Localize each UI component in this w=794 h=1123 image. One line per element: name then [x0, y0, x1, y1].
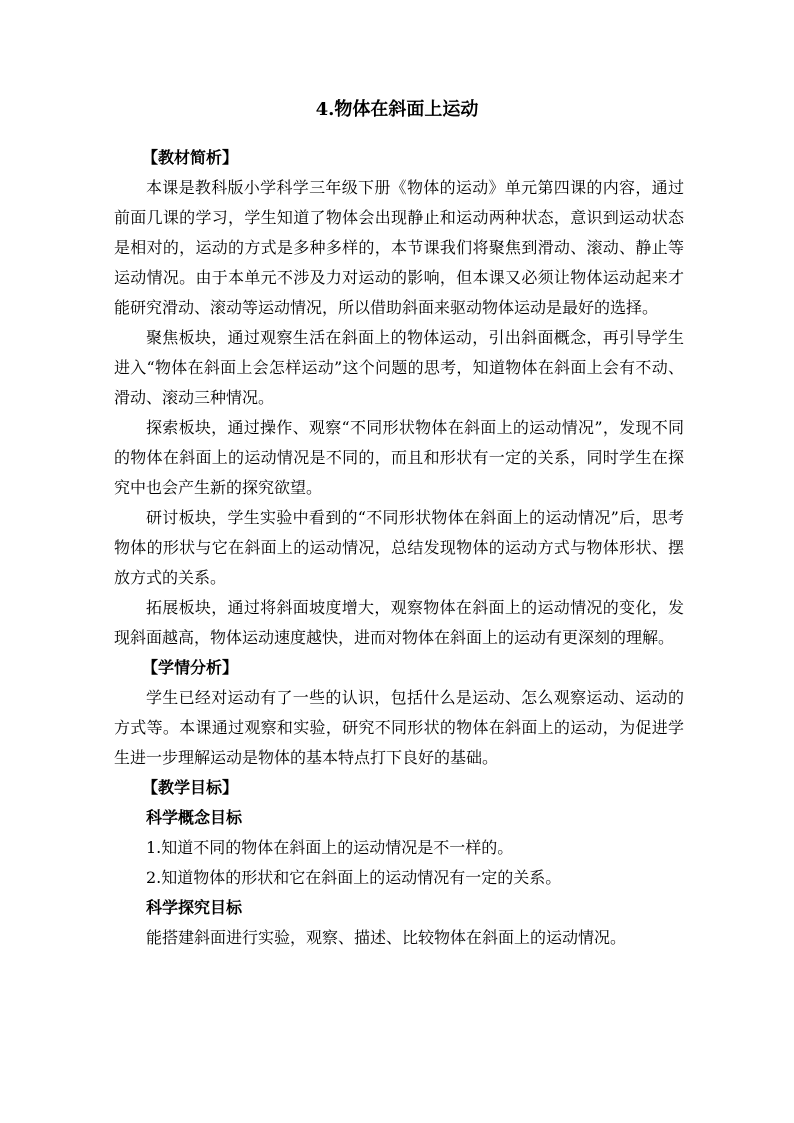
subheading-science-inquiry-goals: 科学探究目标: [146, 898, 243, 917]
paragraph-focus-module: 聚焦板块，通过观察生活在斜面上的物体运动，引出斜面概念，再引导学生进入“物体在斜面上会怎样运动”这个问题的思考，知道物体在斜面上会有不动、滑动、滚动三种情况。: [114, 328, 684, 407]
concept-goal-item: 1.知道不同的物体在斜面上的运动情况是不一样的。: [146, 838, 514, 857]
section-heading-learner-analysis: 【学情分析】: [142, 658, 239, 677]
page-title: 4.物体在斜面上运动: [315, 99, 479, 120]
paragraph-learner-analysis: 学生已经对运动有了一些的认识，包括什么是运动、怎么观察运动、运动的方式等。本课通过观察和实验，研究不同形状的物体在斜面上的运动，为促进学生进一步理解运动是物体的基本特点打下良好的基础。: [114, 688, 684, 767]
subheading-science-concept-goals: 科学概念目标: [146, 808, 243, 827]
paragraph-textbook-overview: 本课是教科版小学科学三年级下册《物体的运动》单元第四课的内容，通过前面几课的学习，学生知道了物体会出现静止和运动两种状态，意识到运动状态是相对的，运动的方式是多种多样的，本节课我们将聚焦到滑动、滚动、静止等运动情况。由于本单元不涉及力对运动的影响，但本课又必须让物体运动起来才能研究滑动、滚动等运动情况，所以借助斜面来驱动物体运动是最好的选择。: [114, 178, 684, 317]
paragraph-inquiry-goal: 能搭建斜面进行实验，观察、描述、比较物体在斜面上的运动情况。: [146, 928, 627, 947]
paragraph-explore-module: 探索板块，通过操作、观察“不同形状物体在斜面上的运动情况”，发现不同的物体在斜面上的运动情况是不同的，而且和形状有一定的关系，同时学生在探究中也会产生新的探究欲望。: [114, 418, 684, 497]
document-body: [114, 143, 684, 953]
section-heading-teaching-goals: 【教学目标】: [142, 778, 239, 797]
section-heading-textbook-analysis: 【教材简析】: [142, 148, 239, 167]
paragraph-extend-module: 拓展板块，通过将斜面坡度增大，观察物体在斜面上的运动情况的变化，发现斜面越高，物体运动速度越快，进而对物体在斜面上的运动有更深刻的理解。: [114, 598, 684, 647]
paragraph-discuss-module: 研讨板块，学生实验中看到的“不同形状物体在斜面上的运动情况”后，思考物体的形状与它在斜面上的运动情况，总结发现物体的运动方式与物体形状、摆放方式的关系。: [114, 508, 684, 587]
concept-goal-item: 2.知道物体的形状和它在斜面上的运动情况有一定的关系。: [146, 868, 562, 887]
